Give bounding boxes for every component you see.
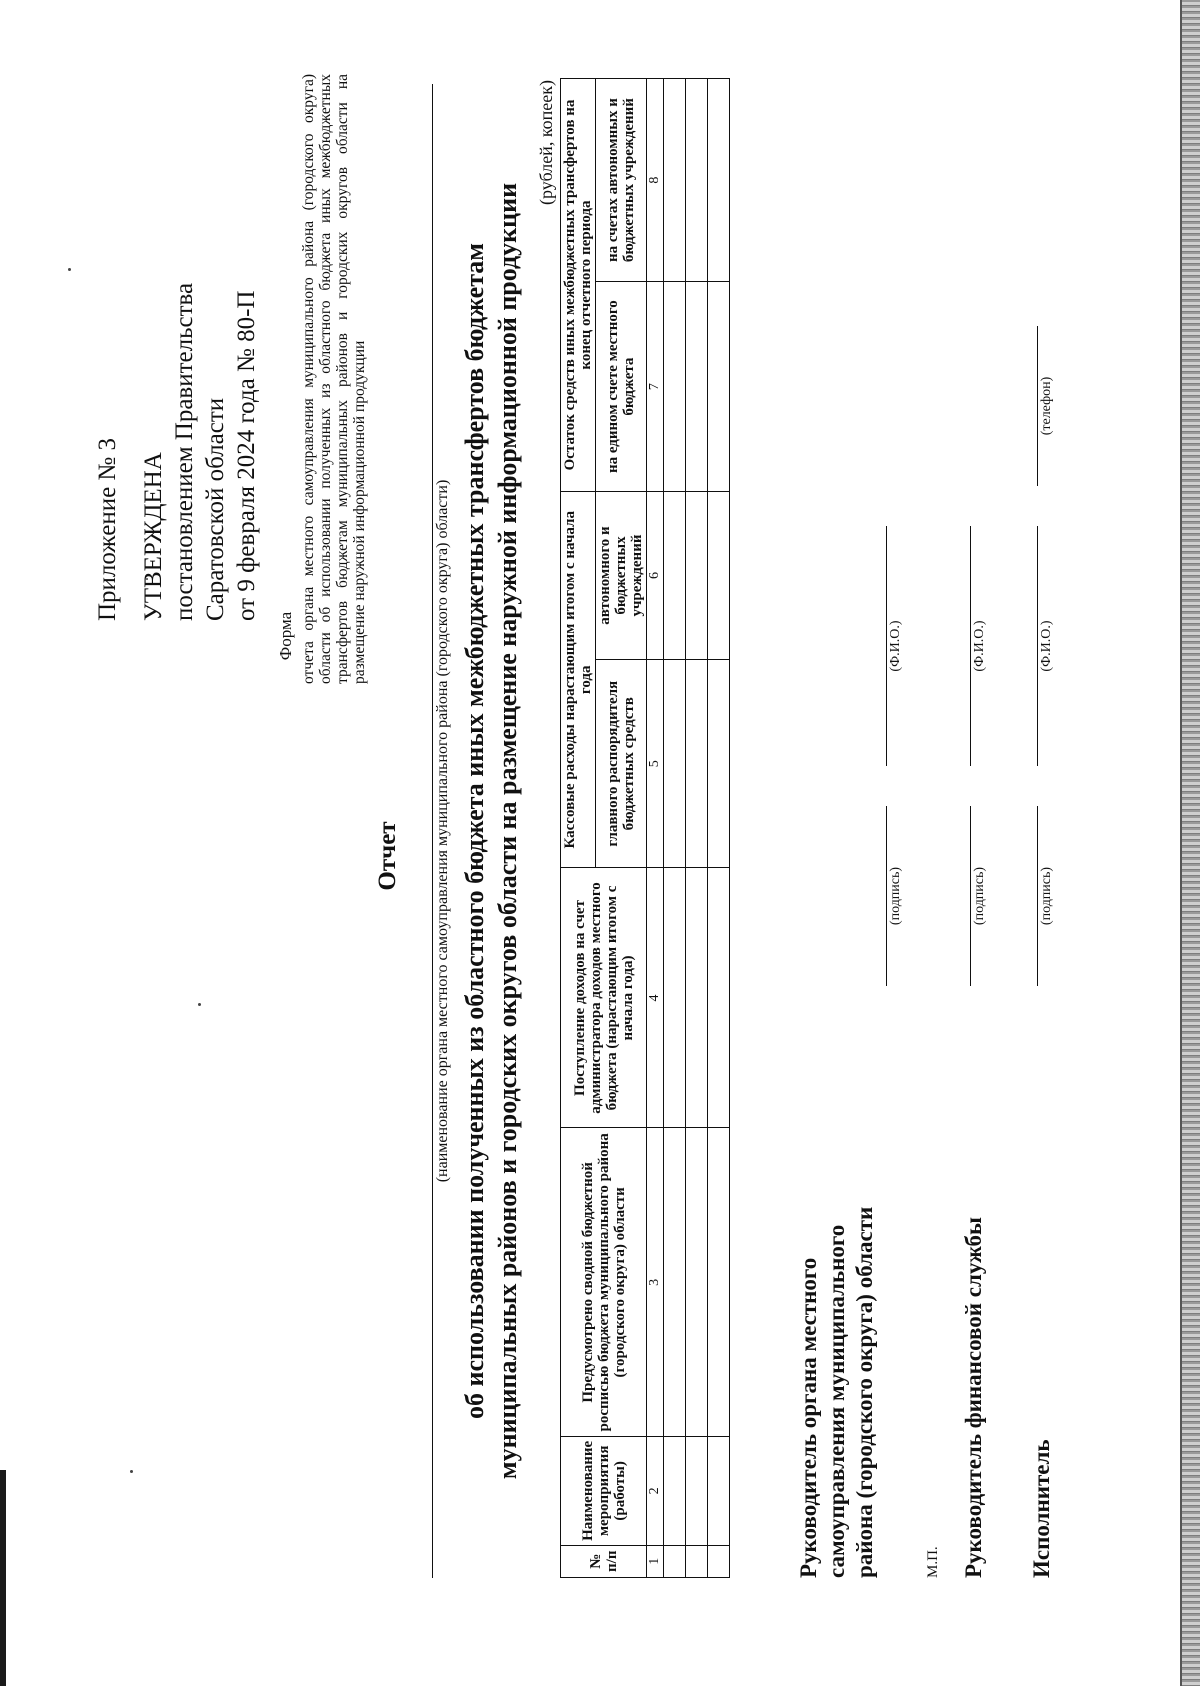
table-row: [708, 79, 730, 1578]
signature-line[interactable]: [886, 806, 887, 986]
table-cell[interactable]: [686, 1437, 708, 1545]
units-label: (рублей, копеек): [536, 80, 556, 206]
signer-head-role-line: района (городского округа) области: [852, 1206, 877, 1578]
column-number: 8: [647, 79, 664, 282]
col-header-group-balance: Остаток средств иных межбюджетных трансфертов на конец отчетного периода: [561, 79, 596, 492]
signature-line[interactable]: [970, 806, 971, 986]
col-header-institution-accounts: на счетах автономных и бюджетных учреждений: [596, 79, 647, 282]
table-cell[interactable]: [686, 1545, 708, 1577]
fio-caption: (Ф.И.О.): [888, 620, 903, 672]
table-cell[interactable]: [686, 1128, 708, 1437]
org-caption: (наименование органа местного самоуправления муниципального района (городского округа) области): [434, 479, 451, 1183]
col-header-number: № п/п: [561, 1545, 647, 1577]
table-row: [664, 79, 686, 1578]
table-cell[interactable]: [708, 282, 730, 492]
column-numbers-row: [647, 79, 664, 1578]
column-number: 4: [647, 868, 664, 1128]
table-cell[interactable]: [686, 659, 708, 868]
table-cell[interactable]: [664, 659, 686, 868]
table-cell[interactable]: [708, 868, 730, 1128]
report-title: Отчет: [374, 821, 401, 891]
appendix-label: Приложение № 3: [94, 437, 121, 621]
fio-caption: (Ф.И.О.): [1039, 620, 1054, 672]
fio-line[interactable]: [886, 526, 887, 766]
signature-caption: (подпись): [888, 866, 903, 926]
table-cell[interactable]: [708, 1128, 730, 1437]
col-header-institutions: автономного и бюджетных учреждений: [596, 492, 647, 660]
table-cell[interactable]: [708, 1545, 730, 1577]
signature-caption: (подпись): [972, 866, 987, 926]
table-cell[interactable]: [686, 492, 708, 660]
table-cell[interactable]: [664, 282, 686, 492]
signer-finance-role: Руководитель финансовой службы: [961, 1217, 986, 1578]
approval-line: постановлением Правительства: [171, 282, 198, 621]
table-cell[interactable]: [664, 79, 686, 282]
table-cell[interactable]: [708, 492, 730, 660]
approval-line: Саратовской области: [202, 397, 229, 621]
table-cell[interactable]: [708, 1437, 730, 1545]
report-subtitle-line1: об использовании полученных из областного бюджета иных межбюджетных трансфертов бюджетам: [460, 242, 489, 1420]
approval-block: [138, 61, 262, 621]
signer-head-role-line: самоуправления муниципального: [824, 1224, 849, 1578]
form-description: отчета органа местного самоуправления муниципального района (городского округа) области об использовании полученных из областного бюджета иных межбюджетных трансфертов бюджетам муниципальных районов и городских округов области на размещение наружной информационной продукции: [300, 74, 368, 684]
column-number: 5: [647, 659, 664, 868]
column-number: 3: [647, 1128, 664, 1437]
fio-line[interactable]: [1037, 526, 1038, 766]
phone-line[interactable]: [1037, 326, 1038, 486]
table-cell[interactable]: [664, 1545, 686, 1577]
table-cell[interactable]: [686, 79, 708, 282]
fio-caption: (Ф.И.О.): [972, 620, 987, 672]
signer-head-role-line: Руководитель органа местного: [796, 1257, 821, 1578]
signer-executor-role: Исполнитель: [1029, 1439, 1054, 1578]
column-number: 2: [647, 1437, 664, 1545]
column-number: 6: [647, 492, 664, 660]
report-table: [560, 78, 730, 1578]
col-header-income: Поступление доходов на счет администратора доходов местного бюджета (нарастающим итогом с начала года): [561, 868, 647, 1128]
table-cell[interactable]: [664, 1128, 686, 1437]
table-cell[interactable]: [664, 1437, 686, 1545]
approval-line: от 9 февраля 2024 года № 80-П: [233, 290, 260, 621]
form-label: Форма: [276, 611, 295, 661]
table-cell[interactable]: [708, 79, 730, 282]
table-cell[interactable]: [686, 868, 708, 1128]
column-number: 7: [647, 282, 664, 492]
col-header-planned: Предусмотрено сводной бюджетной росписью бюджета муниципального района (городского округа) области: [561, 1128, 647, 1437]
column-number: 1: [647, 1545, 664, 1577]
table-cell[interactable]: [664, 868, 686, 1128]
signature-caption: (подпись): [1039, 866, 1054, 926]
col-header-activity: Наименование мероприятия (работы): [561, 1437, 647, 1545]
col-header-main-manager: главного распорядителя бюджетных средств: [596, 659, 647, 868]
table-cell[interactable]: [686, 282, 708, 492]
signer-head-role: [795, 1138, 879, 1578]
table-cell[interactable]: [708, 659, 730, 868]
report-subtitle-line2: муниципальных районов и городских округов области на размещение наружной информационной продукции: [493, 182, 522, 1480]
fio-line[interactable]: [970, 526, 971, 766]
table-cell[interactable]: [664, 492, 686, 660]
org-name-line: [432, 84, 433, 1578]
col-header-group-expenses: Кассовые расходы нарастающим итогом с начала года: [561, 492, 596, 868]
table-row: [686, 79, 708, 1578]
approval-line: УТВЕРЖДЕНА: [140, 452, 167, 621]
col-header-single-account: на едином счете местного бюджета: [596, 282, 647, 492]
signature-line[interactable]: [1037, 806, 1038, 986]
stamp-place-label: М.П.: [925, 1546, 941, 1578]
phone-caption: (телефон): [1039, 376, 1054, 436]
